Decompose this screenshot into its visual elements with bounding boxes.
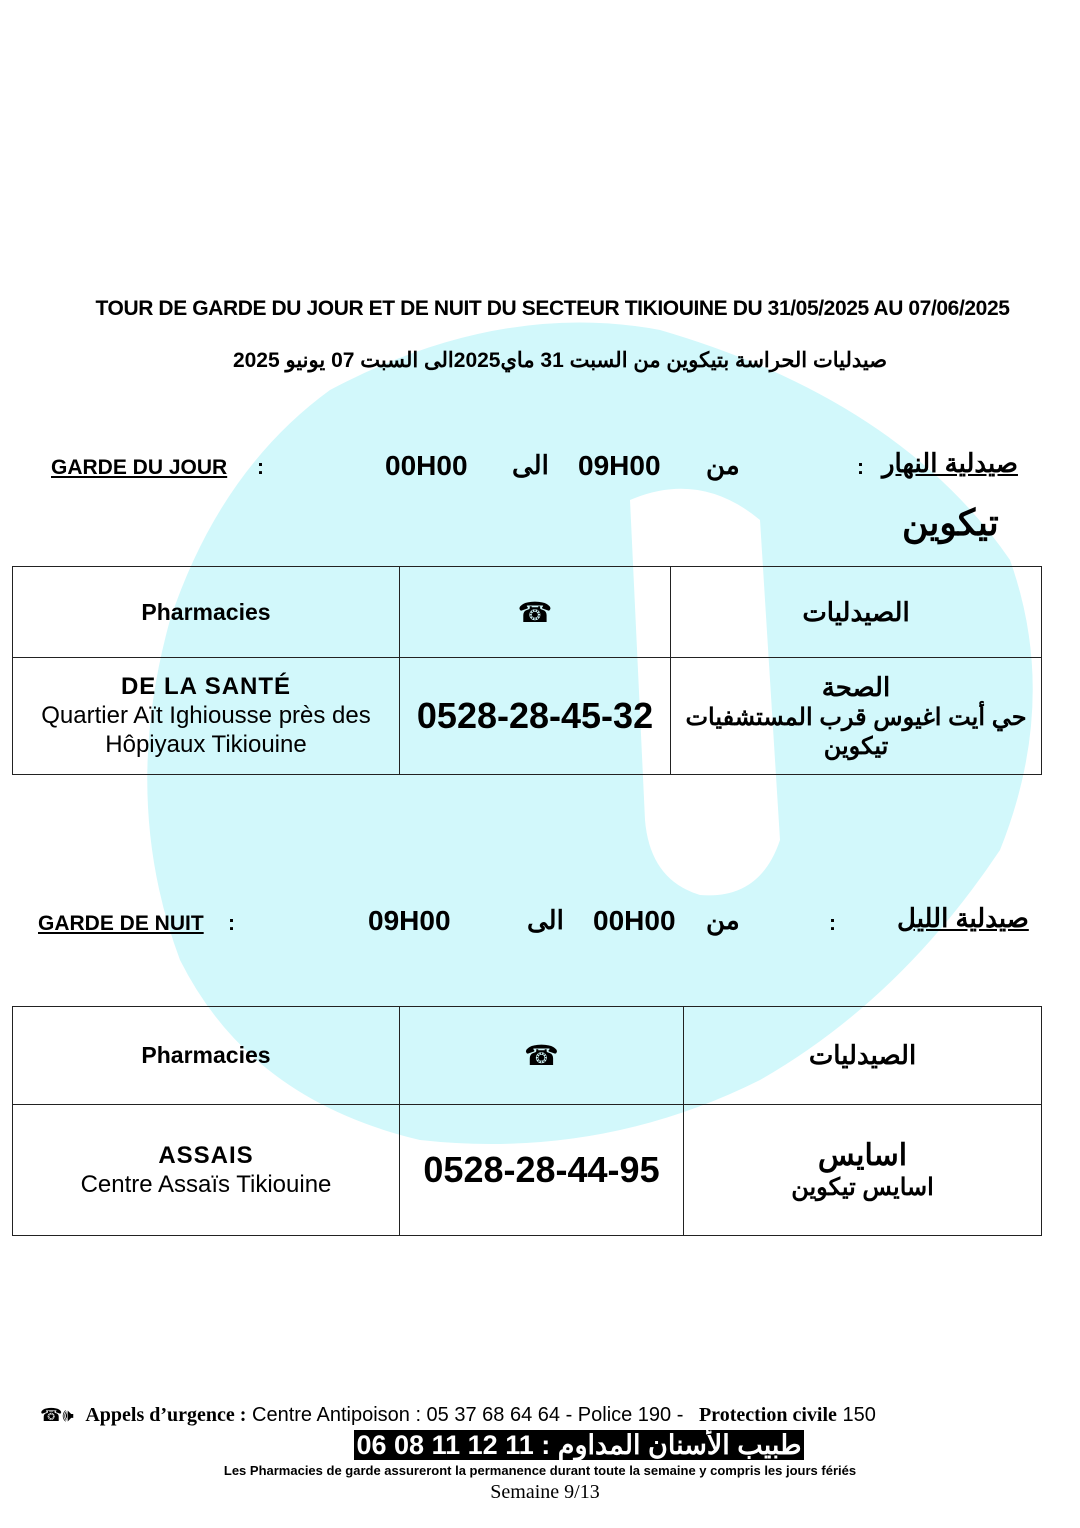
pharmacy-name-ar: الصحة	[821, 671, 891, 702]
pharmacy-name: ASSAIS	[158, 1141, 254, 1169]
antipoison-police: Centre Antipoison : 05 37 68 64 64 - Police 190 -	[252, 1404, 684, 1426]
dentist-banner: طبيب الأسنان المداوم : 11 12 11 08 06	[356, 1430, 802, 1460]
table-row	[13, 658, 1042, 775]
pharmacy-address-1: Quartier Aït Ighiousse près des	[41, 702, 371, 729]
week-number: Semaine 9/13	[490, 1481, 600, 1503]
header-pharmacies-ar: الصيدليات	[671, 567, 1042, 658]
night-min: من	[706, 905, 740, 935]
pharmacy-name: DE LA SANTÉ	[120, 673, 292, 700]
pharmacy-address-ar: اسايس تيكوين	[791, 1174, 934, 1201]
header-pharmacies: Pharmacies	[13, 1007, 400, 1105]
phone-icon: ☎	[400, 1007, 684, 1105]
night-label-ar: صيدلية الليل	[897, 903, 1029, 933]
title-ar: صيدليات الحراسة بتيكوين من السبت 31 ماي2025الى السبت 07 يونيو 2025	[232, 349, 888, 372]
protection-label: Protection civile	[698, 1404, 837, 1426]
phone-speaker-icon: ☎🕪	[40, 1405, 74, 1425]
title-fr: TOUR DE GARDE DU JOUR ET DE NUIT DU SECTEUR TIKIOUINE DU 31/05/2025 AU 07/06/2025	[95, 297, 1010, 320]
header-pharmacies-ar: الصيدليات	[684, 1007, 1042, 1105]
emergency-line	[40, 1403, 876, 1427]
day-colon: :	[257, 456, 264, 479]
day-label: GARDE DU JOUR	[51, 456, 228, 479]
footer-note: Les Pharmacies de garde assureront la permanence durant toute la semaine y compris les jours fériés	[223, 1463, 857, 1478]
night-pharmacy-table	[12, 1006, 1042, 1236]
protection-number: 150	[842, 1404, 876, 1426]
dentist-banner-wrap	[0, 1430, 1080, 1460]
pharmacy-address-ar-1: حي أيت اغيوس قرب المستشفيات	[685, 703, 1027, 731]
pharmacy-address: Centre Assaïs Tikiouine	[80, 1170, 332, 1198]
pharmacy-phone: 0528-28-45-32	[400, 658, 671, 775]
day-min: من	[706, 450, 740, 480]
day-time-to: 00H00	[385, 450, 468, 481]
day-ila: الى	[512, 450, 549, 480]
emergency-label: Appels d’urgence :	[85, 1404, 247, 1426]
header-pharmacies: Pharmacies	[13, 567, 400, 658]
day-time-from: 09H00	[578, 450, 661, 481]
day-city-ar: تيكوين	[902, 502, 999, 543]
night-time-from: 00H00	[593, 905, 676, 936]
night-time-to: 09H00	[368, 905, 451, 936]
pharmacy-name-ar: اسايس	[817, 1139, 908, 1172]
pharmacy-address-ar-2: تيكوين	[823, 732, 889, 760]
pharmacy-address-2: Hôpiyaux Tikiouine	[105, 731, 307, 758]
night-colon-ar: :	[829, 912, 836, 935]
night-ila: الى	[527, 905, 564, 935]
day-pharmacy-table	[12, 566, 1042, 775]
day-label-ar: صيدلية النهار	[882, 448, 1018, 478]
pharmacy-phone: 0528-28-44-95	[400, 1105, 684, 1236]
night-colon: :	[228, 912, 235, 935]
day-colon-ar: :	[857, 456, 864, 479]
phone-icon: ☎	[400, 567, 671, 658]
night-label: GARDE DE NUIT	[38, 912, 204, 935]
table-row	[13, 1105, 1042, 1236]
